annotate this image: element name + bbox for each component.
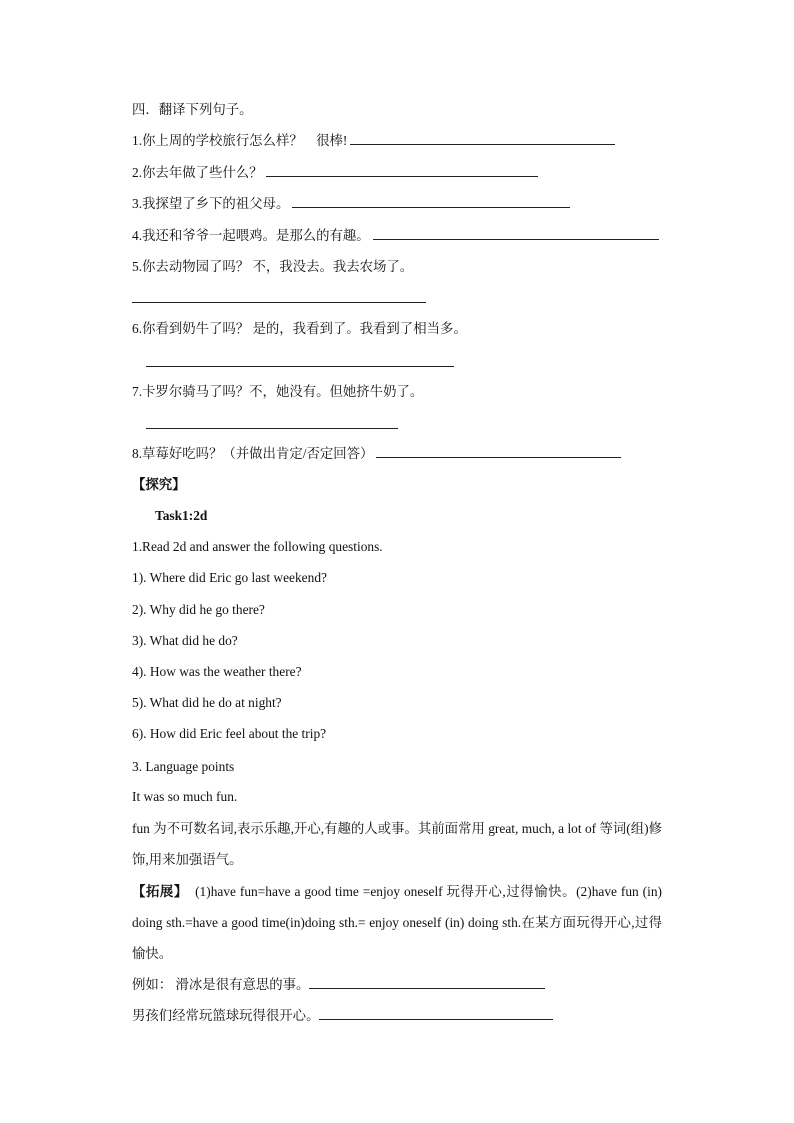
question-4: [132, 226, 659, 246]
reading-question: 3). What did he do?: [132, 633, 238, 648]
reading-question: 6). How did Eric feel about the trip?: [132, 726, 327, 741]
question-2: [132, 163, 538, 183]
example-1-text: 例如： 滑冰是很有意思的事。: [132, 977, 310, 992]
answer-blank-8[interactable]: [376, 444, 621, 458]
explore-heading: 【探究】: [132, 477, 186, 492]
question-8-text: 8.草莓好吃吗？（并做出肯定/否定回答）: [132, 446, 374, 461]
language-points-heading: 3. Language points: [132, 759, 235, 774]
answer-blank-4[interactable]: [373, 226, 659, 240]
answer-blank-2[interactable]: [266, 163, 538, 177]
question-7: 7.卡罗尔骑马了吗？不，她没有。但她挤牛奶了。: [132, 384, 424, 399]
extension-text: (1)have fun=have a good time =enjoy oneself 玩得开心,过得愉快。(2)have fun (in) doing sth.=have a good time(in)doing sth.= enjoy oneself (in) doing sth.在某方面玩得开心,过得愉快。: [132, 884, 662, 961]
reading-question: 2). Why did he go there?: [132, 602, 265, 617]
answer-blank-3[interactable]: [292, 194, 570, 208]
question-1: [132, 131, 615, 151]
example-2-text: 男孩们经常玩篮球玩得很开心。: [132, 1008, 320, 1023]
answer-blank-1[interactable]: [350, 131, 615, 145]
example-2: [132, 1006, 553, 1026]
extension-note: [132, 876, 662, 969]
example-sentence: It was so much fun.: [132, 789, 238, 804]
question-3: [132, 194, 570, 214]
question-5: 5.你去动物园了吗？ 不，我没去。我去农场了。: [132, 259, 414, 274]
example-blank-2[interactable]: [319, 1006, 553, 1020]
reading-question: 4). How was the weather there?: [132, 664, 302, 679]
reading-instruction: 1.Read 2d and answer the following questions.: [132, 539, 383, 554]
question-8: [132, 444, 621, 464]
translation-heading: 四．翻译下列句子。: [132, 102, 253, 117]
answer-blank-5[interactable]: [132, 302, 426, 303]
question-4-text: 4.我还和爷爷一起喂鸡。是那么的有趣。: [132, 228, 370, 243]
example-1: [132, 975, 545, 995]
question-6: 6.你看到奶牛了吗？ 是的，我看到了。我看到了相当多。: [132, 321, 467, 336]
fun-usage-note: fun 为不可数名词,表示乐趣,开心,有趣的人或事。其前面常用 great, much, a lot of 等词(组)修饰,用来加强语气。: [132, 821, 662, 867]
answer-blank-7[interactable]: [146, 428, 398, 429]
reading-question: 5). What did he do at night?: [132, 695, 282, 710]
question-3-text: 3.我探望了乡下的祖父母。: [132, 196, 290, 211]
task-label: Task1:2d: [155, 508, 208, 523]
extension-label: 【拓展】: [132, 884, 182, 899]
question-1-text: 1.你上周的学校旅行怎么样？ 很棒!: [132, 133, 348, 148]
example-blank-1[interactable]: [309, 975, 545, 989]
answer-blank-6[interactable]: [146, 366, 454, 367]
reading-question: 1). Where did Eric go last weekend?: [132, 570, 327, 585]
question-2-text: 2.你去年做了些什么？: [132, 165, 263, 180]
